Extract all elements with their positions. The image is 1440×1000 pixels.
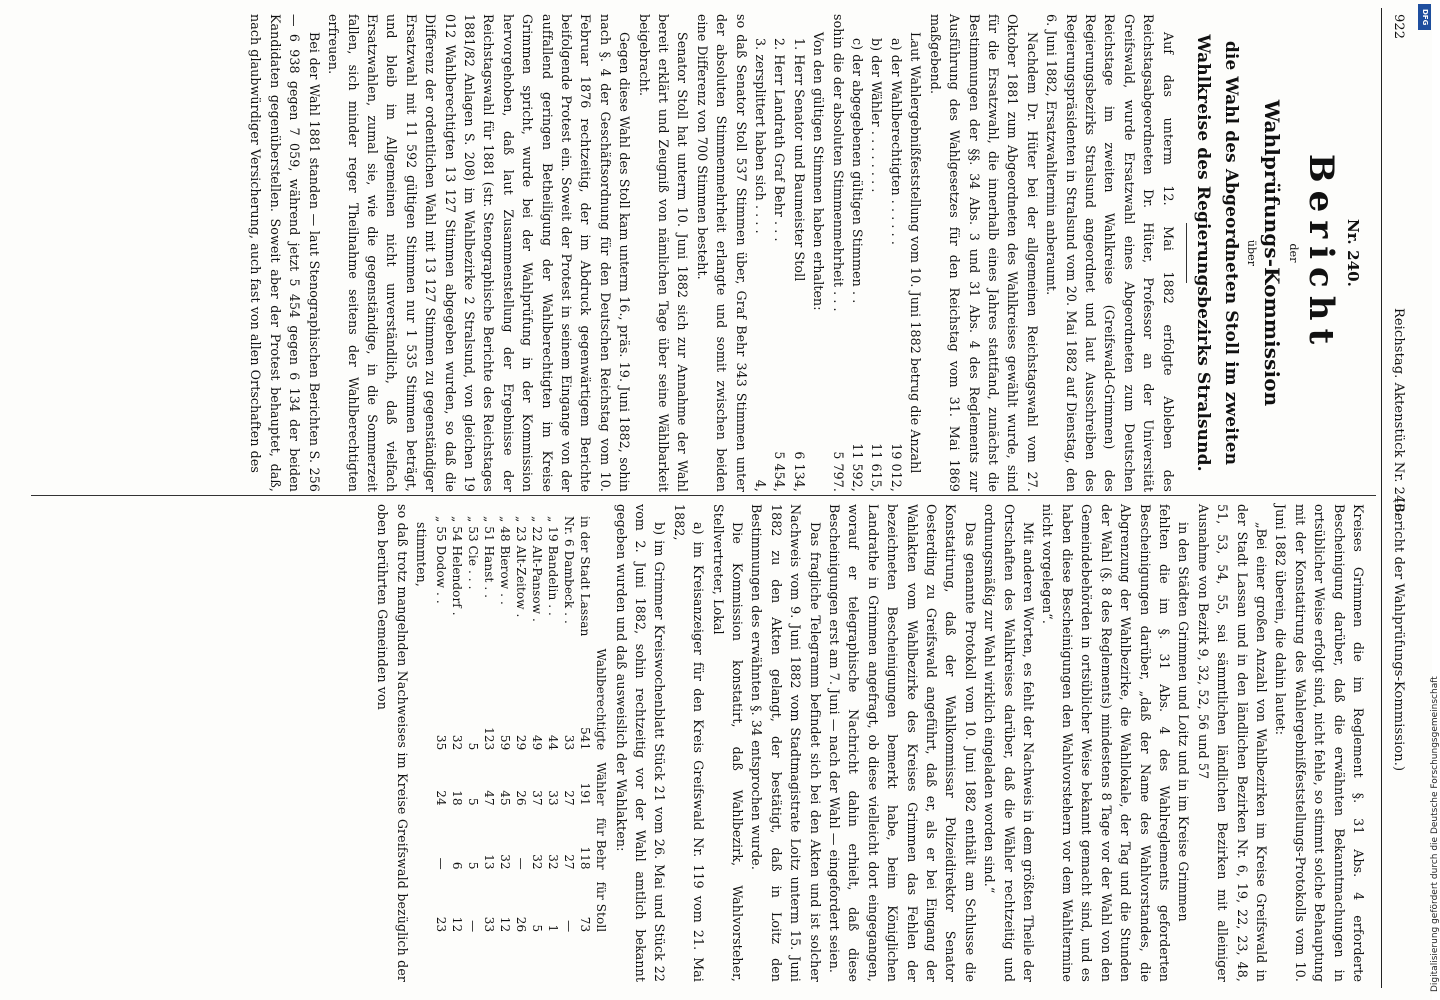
table-cell: 49 xyxy=(530,734,545,751)
table-cell: 73 xyxy=(578,916,593,933)
dfg-logo: DFG xyxy=(1418,4,1431,30)
stat-row xyxy=(867,14,886,492)
table-header-cell: Wahlberechtigte xyxy=(594,648,609,751)
table-row xyxy=(545,510,561,938)
table-cell: „ 54 Helendorf . xyxy=(450,516,465,616)
table-cell: „ 53 Cie . . . xyxy=(466,516,481,590)
paragraph: Mit anderen Worten, es fehlt der Nachweis in dem größten Theile der Ortschaften des Wahlkreises darüber, daß die Wähler rechtzeitig und ordnungsmäßig zur Wahl wirklich eingeladen worden sind.“ xyxy=(982,504,1037,982)
table-cell: 6 xyxy=(450,861,465,870)
table-cell: Nr. 6 Dambeck . . xyxy=(562,516,577,624)
list-item: b) im Grimmer Kreiswochenblatt Stück 21 vom 26. Mai und Stück 22 vom 2. Juni 1882, sohin rechtzeitig vor der Wahl amtlich bekannt gegeben wurden und daß ausweislich der Wahlakten: xyxy=(613,504,668,982)
table-cell: 1 xyxy=(546,924,561,933)
table-row xyxy=(529,510,545,938)
table-cell: — xyxy=(434,857,449,870)
table-row xyxy=(513,510,529,938)
table-cell: 26 xyxy=(514,790,529,806)
table-cell: 26 xyxy=(514,916,529,933)
table-cell: 24 xyxy=(434,790,449,806)
table-row xyxy=(497,510,513,938)
quote-paragraph: in den Städten Grimmen und Loitz und in im Kreise Grimmen xyxy=(1176,522,1192,922)
vote-row xyxy=(770,14,789,492)
table-cell: 44 xyxy=(546,734,561,751)
table-cell: 18 xyxy=(450,790,465,806)
paragraph: fehlten die im §. 31 Abs. 4 des Wahlreglements geforderten Bescheinigungen darüber, „daß der Name des Wahlvorstandes, die Abgrenzung der Wahlbezirke, die Wahllokale, der Tag und die Stunden der Wahl (§. 8 des Reglements) mindestens 8 Tage vor der Wahl von den Gemeindebehörden in ortsüblicher Weise bekannt gemacht sind, und es haben diese Bescheinigungen den Wahlvorstehern vor dem Wahltermine nicht vorgelegen“. xyxy=(1040,504,1172,982)
table-cell: 32 xyxy=(530,854,545,870)
table-cell: „ 22 Alt-Pansow . xyxy=(530,516,545,622)
table-cell: 12 xyxy=(450,916,465,933)
table-row xyxy=(449,510,465,938)
table-cell: 29 xyxy=(514,734,529,751)
vote-value: 4, xyxy=(753,479,769,492)
paragraph: Bei der Wahl 1881 standen — laut Stenographischen Berichten S. 256 — 6 938 gegen 7 059, während jetzt 5 454 gegen 6 134 der beiden Kandidaten gegenüberstellen. Soweit aber der Protest behauptet, daß, nach glaubwürdiger Versicherung, auch fast von allen Ortschaften des xyxy=(248,14,322,492)
table-cell: 37 xyxy=(530,790,545,806)
left-column xyxy=(28,14,1368,492)
title-bericht: Bericht xyxy=(1300,153,1341,353)
table-header-cell: für Behr xyxy=(594,817,609,870)
page-number: 922 xyxy=(1391,14,1406,40)
table-cell: 191 xyxy=(578,782,593,806)
title-rule xyxy=(1186,223,1187,283)
vote-row xyxy=(789,14,808,492)
table-cell: 33 xyxy=(482,916,497,933)
vote-value: 6 134, xyxy=(791,451,807,492)
table-cell: 23 xyxy=(434,916,449,933)
column-divider xyxy=(31,495,1376,496)
paragraph: Die Kommission konstatirt, daß Wahlbezirk, Wahlvorsteher, Stellvertreter, Lokal xyxy=(710,504,745,982)
stat-row xyxy=(848,14,867,492)
table-cell: 33 xyxy=(546,790,561,806)
table-cell: 123 xyxy=(482,727,497,751)
stat-value: 5 797. xyxy=(830,451,846,492)
stat-label: b) der Wähler . . . . . . . . xyxy=(869,38,885,193)
table-cell: 27 xyxy=(562,790,577,806)
digitization-note: Digitalisierung gefördert durch die Deutsche Forschungsgemeinschaft xyxy=(1430,676,1440,992)
table-row xyxy=(465,510,481,938)
table-cell: 33 xyxy=(562,734,577,751)
table-cell: 118 xyxy=(578,846,593,870)
table-cell: 35 xyxy=(434,734,449,751)
stat-value: 11 592, xyxy=(850,443,866,492)
running-header xyxy=(1381,8,1416,988)
table-cell: „ 23 Alt-Zeitow . xyxy=(514,516,529,618)
table-cell: 5 xyxy=(466,742,481,751)
table-header-cell: Wähler xyxy=(594,762,609,806)
table-cell: 13 xyxy=(482,854,497,870)
table-cell: 47 xyxy=(482,790,497,806)
table-header-cell xyxy=(593,510,609,642)
stat-label: sohin die der absoluten Stimmenmehrheit . . . xyxy=(830,14,846,312)
table-cell: „ 19 Bandelin . . xyxy=(546,516,561,616)
stat-value: 19 012, xyxy=(888,443,904,492)
quote-paragraph: „Bei einer großen Anzahl von Wahlbezirken im Kreise Greifswald in der Stadt Lassan und in den ländlichen Bezirken Nr. 6, 19, 22, 23, 48, 51, 53, 54, 55, sai sämmtlichen ländlichen Bezirken mit alleiniger Ausnahme von Bezirk 9, 32, 52, 56 und 57 xyxy=(1195,504,1269,982)
vote-table xyxy=(433,510,609,938)
rotated-document-page xyxy=(24,8,1416,988)
table-cell: „ 48 Bierow . . xyxy=(498,516,513,605)
table-cell: in der Stadt Lassan xyxy=(578,516,593,637)
table-header-row xyxy=(593,510,609,938)
vote-row xyxy=(751,14,770,492)
paragraph: Auf das unterm 12. Mai 1882 erfolgte Ableben des Reichstagsabgeordneten Dr. Hüter, Professor an der Universität Greifswald, wurde Ersatzwahl eines Abgeordneten zum Deutschen Reichstage im zweiten Wahlkreise (Greifswald-Grimmen) des Regierungsbezirks Stralsund angeordnet und laut Ausschreiben des Regierungspräsidenten in Stralsund vom 20. Mai 1882 auf Dienstag, den 6. Juni 1882, Ersatzwahltermin anberaumt. xyxy=(1044,14,1176,492)
table-cell: 32 xyxy=(546,854,561,870)
stat-label: a) der Wahlberechtigten . . . . . . xyxy=(888,38,904,245)
table-cell: 32 xyxy=(498,854,513,870)
table-row xyxy=(561,510,577,938)
table-cell: 59 xyxy=(498,734,513,751)
stat-row xyxy=(828,14,847,492)
table-cell: 32 xyxy=(450,734,465,751)
table-row xyxy=(577,510,593,938)
paragraph: Laut Wahlergebnißfeststellung vom 10. Juni 1882 betrug die Anzahl xyxy=(908,32,924,474)
table-cell: — xyxy=(514,857,529,870)
vote-value: 5 454, xyxy=(772,451,788,492)
table-cell: 12 xyxy=(498,916,513,933)
table-cell: 45 xyxy=(498,790,513,806)
table-cell: 5 xyxy=(466,798,481,806)
paragraph: stimmten, xyxy=(414,522,430,587)
table-cell: — xyxy=(466,920,481,933)
paragraph: Nachdem Dr. Hüter bei der allgemeinen Reichstagswahl vom 27. Oktober 1881 zum Abgeordneten des Wahlkreises gewählt wurde, sind für die Ersatzwahl, die innerhalb eines Jahres stattfand, zunächst die Bestimmungen der §§. 34 Abs. 3 und 31 Abs. 4 des Reglements zur Ausführung des Wahlgesetzes für den Reichstag vom 31. Mai 1869 maßgebend. xyxy=(927,14,1040,492)
paragraph: Von den gültigen Stimmen haben erhalten: xyxy=(811,32,827,311)
paragraph: Senator Stoll hat unterm 10. Juni 1882 sich zur Annahme der Wahl bereit erklärt und Zeugniß von nämlichen Tage über seine Wählbarkeit beigebracht. xyxy=(636,14,691,492)
vote-label: 3. zersplittert haben sich . . . . xyxy=(753,38,769,234)
table-cell: 5 xyxy=(530,924,545,933)
stat-row xyxy=(887,14,906,492)
list-item: a) im Kreisanzeiger für den Kreis Greifswald Nr. 119 vom 21. Mai 1882, xyxy=(671,504,707,982)
vote-label: 1. Herr Senator und Baumeister Stoll xyxy=(791,38,807,282)
title-der: der xyxy=(1286,243,1300,263)
table-header-cell: für Stoll xyxy=(594,881,609,933)
title-line-2: Wahlkreise des Regierungsbezirks Stralsund. xyxy=(1192,34,1213,472)
table-row xyxy=(481,510,497,938)
stat-value: 11 615, xyxy=(869,443,885,492)
paragraph: so daß trotz mangelnden Nachweises im Kreise Greifswald bezüglich der oben berührten Gemeinden von xyxy=(375,504,410,982)
stat-label: c) der abgegebenen gültigen Stimmen . . xyxy=(850,38,866,304)
paragraph: Das fragliche Telegramm befindet sich bei den Akten und ist solcher Nachweis vom 9. Juni 1882 vom Stadtmagistrate Loitz unterm 15. Juni 1882 zu den Akten gelangt, der bestätigt, daß in Loitz den Bestimmungen des erwähnten §. 34 entsprochen wurde. xyxy=(749,504,823,982)
table-cell: — xyxy=(562,920,577,933)
table-cell: 27 xyxy=(562,854,577,870)
table-cell: 541 xyxy=(578,727,593,751)
right-column xyxy=(28,504,1368,982)
title-line-1: die Wahl des Abgeordneten Stoll im zweiten xyxy=(1220,40,1241,466)
paragraph: Das genannte Protokoll vom 10. Juni 1882 enthält am Schlusse die Konstatirung, daß der Wahlkommissar Polizeidirektor Senator Oesterding zu Greifswald angeführt, daß er, als er bei Eingang der Wahlakten vom Wahlbezirke des Kreises Grimmen das Fehlen der bezeichneten Bescheinigungen bemerkt habe, beim Königlichen Landrathe in Grimmen angefragt, ob diese vielleicht dort eingegangen, worauf er telegraphische Nachricht dahin erhielt, daß diese Bescheinigungen erst am 7. Juni — nach der Wahl — eingefordert seien. xyxy=(827,504,978,982)
title-commission: Wahlprüfungs-Kommission xyxy=(1259,99,1284,407)
paragraph: Kreises Grimmen die im Reglement §. 31 Abs. 4 erforderte Bescheinigung darüber, daß die erwähnten Bekanntmachungen in ortsüblicher Weise erfolgt sind, nicht fehle, so stimmt solche Behauptung mit der Konstatirung des Wahlergebnißfeststellungs-Protokolls vom 10. Juni 1882 überein, die dahin lautet: xyxy=(1273,504,1366,982)
table-cell: 5 xyxy=(466,861,481,870)
table-cell: „ 51 Hanst . . xyxy=(482,516,497,599)
vote-label: 2. Herr Landrath Graf Behr . . . xyxy=(772,38,788,242)
paragraph: so daß Senator Stoll 537 Stimmen über, Graf Behr 343 Stimmen unter der absoluten Stimmenmehrheit erlangte und somit zwischen beiden eine Differenz von 700 Stimmen besteht. xyxy=(694,14,749,492)
document-number: Nr. 240. xyxy=(1344,218,1362,287)
table-row xyxy=(433,510,449,938)
paragraph: Gegen diese Wahl des Stoll kam unterm 16., präs. 19. Juni 1882, sohin nach §. 4 der Geschäftsordnung für den Deutschen Reichstag vom 10. Februar 1876 rechtzeitig, der im Abdruck gegenwärtigem Berichte beifolgende Protest ein. Soweit der Protest in seinem Eingange von der auffallend geringen Betheiligung der Wahlberechtigten im Kreise Grimmen spricht, wurde bei der Wahlprüfung in der Kommission hervorgehoben, daß laut Zusammenstellung der Ergebnisse der Reichstagswahl für 1881 (str. Stenographische Berichte des Reichstages 1881/82 Anlagen S. 208) im Wahlbezirke 2 Stralsund, von gleichen 19 012 Wahlberechtigten 13 127 Stimmen abgegeben wurden, so daß die Differenz der ordentlichen Wahl mit 13 127 Stimmen zu gegenständiger Ersatzwahl mit 11 592 gültigen Stimmen nur 1 535 Stimmen beträgt, und bleib im Allgemeinen nicht unverständlich, daß vielfach Ersatzwahlen, zumal sie, wie die gegenständige, in die Sommerzeit fallen, sich minder reger Theilnahme seitens der Wahlberechtigten erfreuen. xyxy=(326,14,633,492)
title-ueber: über xyxy=(1244,239,1258,267)
table-cell: „ 55 Dodow . . xyxy=(434,516,449,604)
header-report-title: (Bericht der Wahlprüfungs-Kommission.) xyxy=(1391,498,1406,772)
header-aktenstueck: Reichstag. Aktenstück Nr. 240. xyxy=(1391,308,1406,517)
table-body xyxy=(433,510,593,938)
